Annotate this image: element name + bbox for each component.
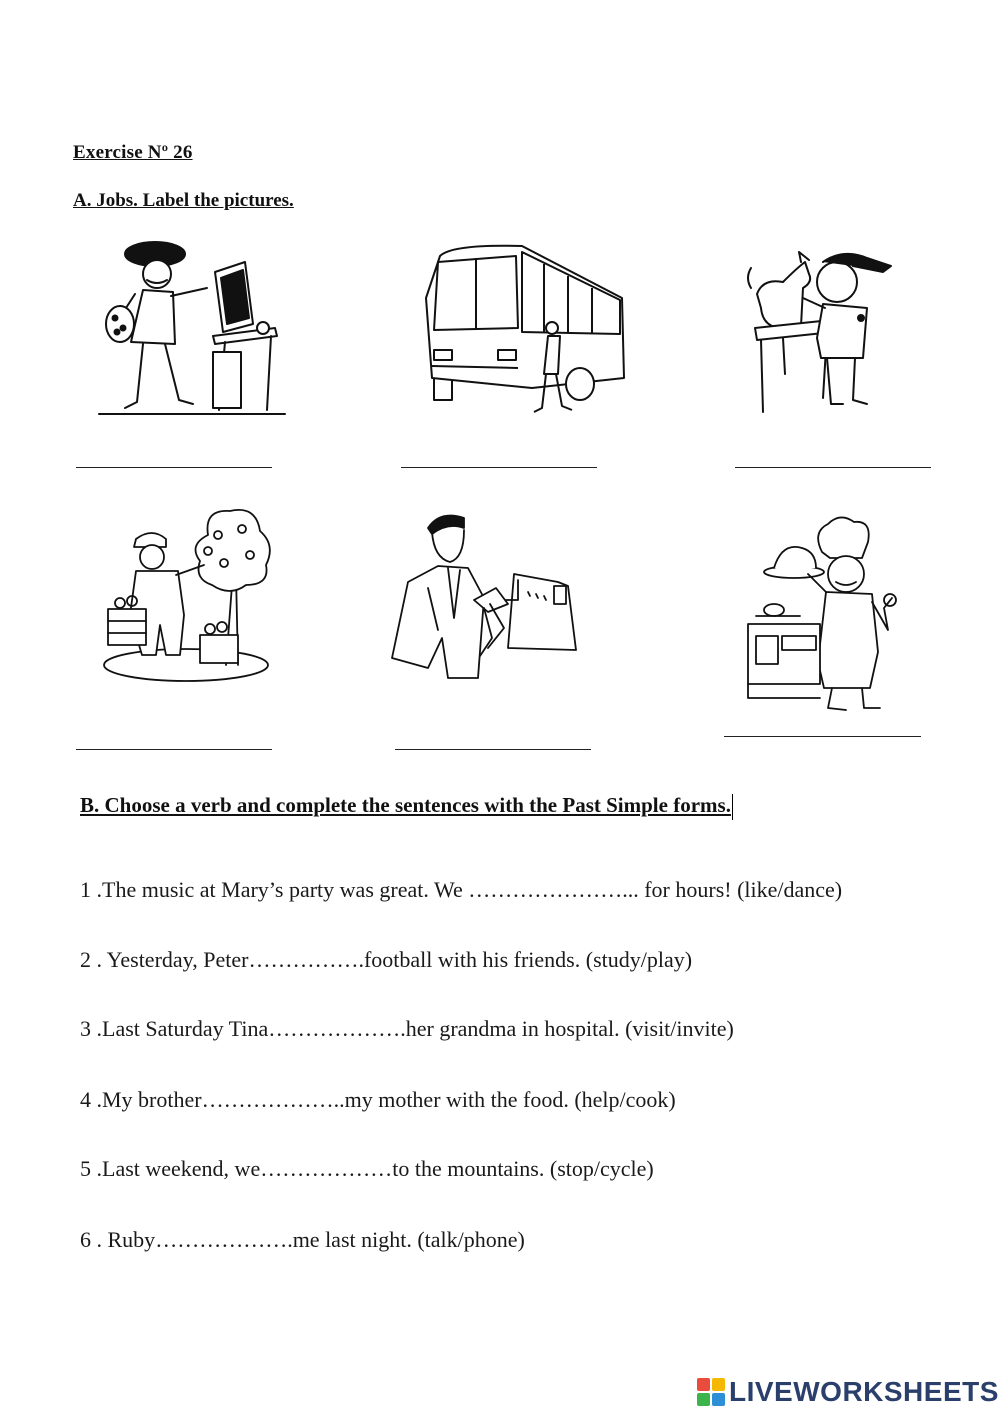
sentence-6: [80, 1227, 525, 1253]
bus-driver-illustration: [412, 238, 637, 418]
sentence-6-blank[interactable]: ……………….: [155, 1227, 293, 1252]
sentence-4-before: 4 .My brother: [80, 1087, 202, 1112]
sentence-2-before: 2 . Yesterday, Peter: [80, 947, 249, 972]
sentence-5: [80, 1156, 654, 1182]
sentence-5-after: to the mountains. (stop/cycle): [392, 1156, 654, 1181]
sentence-5-before: 5 .Last weekend, we: [80, 1156, 261, 1181]
sentence-6-before: 6 . Ruby: [80, 1227, 156, 1252]
answer-line-4[interactable]: [76, 749, 272, 750]
painter-illustration: [95, 232, 290, 418]
sentence-3-before: 3 .Last Saturday Tina: [80, 1016, 269, 1041]
vet-illustration: [743, 248, 903, 418]
sentence-3-blank[interactable]: ……………….: [268, 1016, 406, 1041]
liveworksheets-logo: [697, 1376, 999, 1408]
sentence-1-before: 1 .The music at Mary’s party was great. We: [80, 877, 469, 902]
answer-line-2[interactable]: [401, 467, 597, 468]
chef-illustration: [742, 512, 917, 714]
answer-line-3[interactable]: [735, 467, 931, 468]
answer-line-1[interactable]: [76, 467, 272, 468]
sentence-4-after: my mother with the food. (help/cook): [344, 1087, 676, 1112]
logo-wordmark: LIVEWORKSHEETS: [729, 1376, 999, 1407]
sentence-2: [80, 947, 692, 973]
sentence-6-after: me last night. (talk/phone): [292, 1227, 525, 1252]
answer-line-5[interactable]: [395, 749, 591, 750]
shop-assistant-illustration: [388, 508, 583, 688]
sentence-4: [80, 1087, 676, 1113]
sentence-3: [80, 1016, 734, 1042]
sentence-1: [80, 877, 842, 903]
sentence-1-after: for hours! (like/dance): [644, 877, 843, 902]
logo-tiles-icon: [697, 1378, 727, 1408]
answer-line-6[interactable]: [724, 736, 921, 737]
sentence-5-blank[interactable]: ………………: [260, 1156, 393, 1181]
sentence-3-after: her grandma in hospital. (visit/invite): [405, 1016, 734, 1041]
exercise-title: Exercise Nº 26: [73, 142, 193, 163]
section-b-heading-text: B. Choose a verb and complete the sentences with the Past Simple forms.: [80, 793, 731, 817]
sentence-2-after: football with his friends. (study/play): [363, 947, 693, 972]
sentence-2-blank[interactable]: …………….: [248, 947, 364, 972]
sentence-4-blank[interactable]: ………………..: [201, 1087, 345, 1112]
sentence-1-blank[interactable]: …………………...: [468, 877, 645, 902]
section-b-heading: [80, 793, 733, 820]
section-a-heading: A. Jobs. Label the pictures.: [73, 190, 294, 211]
text-cursor: [732, 794, 733, 820]
farmer-illustration: [100, 505, 280, 685]
